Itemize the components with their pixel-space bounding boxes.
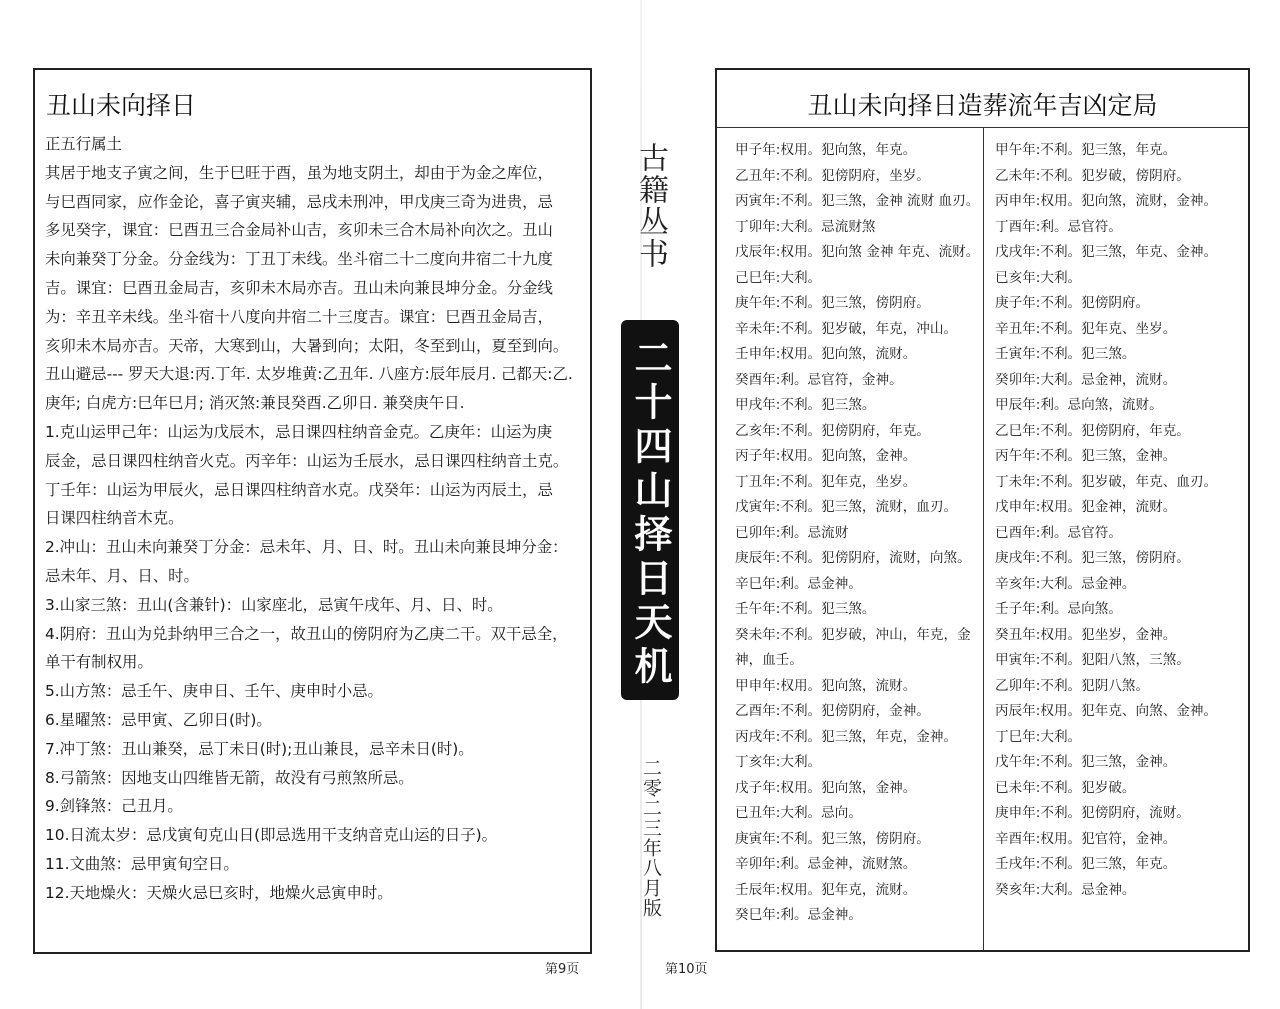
year-entry: 丁卯年:大利。忌流财煞 xyxy=(735,218,876,235)
year-entry: 乙卯年:不利。犯阴八煞。 xyxy=(995,677,1150,694)
year-entry: 甲子年:权用。犯向煞，年克。 xyxy=(735,142,917,158)
year-entry: 乙巳年:不利。犯傍阴府，年克。 xyxy=(995,422,1190,439)
year-entry: 戊午年:不利。犯三煞，金神。 xyxy=(995,754,1177,770)
year-entry: 庚戌年:不利。犯三煞，傍阴府。 xyxy=(995,550,1190,566)
year-entry: 癸亥年:大利。忌金神。 xyxy=(995,881,1136,898)
text-line: 庚年; 白虎方:巳年巳月; 消灭煞:兼艮癸酉.乙卯日. 兼癸庚午日. xyxy=(45,394,465,413)
year-entry: 已未年:不利。犯岁破。 xyxy=(995,779,1136,796)
text-line: 10.日流太岁：忌戊寅旬克山日(即忌选用干支纳音克山运的日子)。 xyxy=(45,826,498,845)
year-entry: 丁巳年:大利。 xyxy=(995,728,1082,745)
year-entry: 戊寅年:不利。犯三煞，流财，血刃。 xyxy=(735,499,958,515)
spine-series: 古籍丛书 xyxy=(633,142,668,270)
text-line: 日课四柱纳音木克。 xyxy=(45,509,184,528)
text-line: 8.弓箭煞：因地支山四维皆无箭，故没有弓煎煞所忌。 xyxy=(45,768,414,787)
year-entry: 丁亥年:大利。 xyxy=(735,754,822,770)
year-entry: 癸丑年:权用。犯坐岁，金神。 xyxy=(995,626,1177,643)
year-entry: 甲辰年:利。忌向煞，流财。 xyxy=(995,397,1163,413)
year-entry: 癸巳年:利。忌金神。 xyxy=(735,907,862,923)
year-column-right xyxy=(995,138,1217,903)
page-title: 丑山未向择日 xyxy=(46,91,197,120)
text-line: 2.冲山：丑山未向兼癸丁分金：忌未年、月、日、时。丑山未向兼艮坤分金： xyxy=(45,538,568,557)
year-entry: 辛酉年:权用。犯官符，金神。 xyxy=(995,830,1177,847)
text-line: 7.冲丁煞：丑山兼癸，忌丁未日(时);丑山兼艮，忌辛未日(时)。 xyxy=(45,739,474,758)
year-entry: 神，血壬。 xyxy=(735,652,803,668)
year-entry: 丁丑年:不利。犯年克，坐岁。 xyxy=(735,473,917,490)
year-entry: 已卯年:利。忌流财 xyxy=(735,524,849,541)
text-line: 11.文曲煞：忌甲寅旬空日。 xyxy=(45,854,239,873)
year-entry: 丁酉年:利。忌官符。 xyxy=(995,218,1122,235)
year-entry: 庚辰年:不利。犯傍阴府，流财，向煞。 xyxy=(735,550,971,566)
page-number: 第9页 xyxy=(545,962,580,977)
year-entry: 丁未年:不利。犯岁破，年克、血刃。 xyxy=(995,473,1218,490)
left-page-body xyxy=(45,130,573,908)
year-entry: 戊子年:权用。犯向煞，金神。 xyxy=(735,779,917,796)
year-entry: 癸酉年:利。忌官符，金神。 xyxy=(735,371,903,388)
text-line: 9.剑锋煞：己丑月。 xyxy=(45,797,183,816)
year-entry: 辛丑年:不利。犯年克、坐岁。 xyxy=(995,320,1177,337)
text-line: 丑山避忌--- 罗天大退:丙.丁年. 太岁堆黄:乙丑年. 八座方:辰年辰月. 己都天:乙. xyxy=(45,365,573,384)
text-line: 6.星曜煞：忌甲寅、乙卯日(时)。 xyxy=(45,710,272,729)
year-entry: 庚申年:不利。犯傍阴府，流财。 xyxy=(995,805,1190,821)
year-entry: 乙酉年:不利。犯傍阴府，金神。 xyxy=(735,703,930,719)
year-entry: 乙丑年:不利。犯傍阴府，坐岁。 xyxy=(735,167,930,184)
year-entry: 已丑年:大利。忌向。 xyxy=(735,805,862,821)
text-line: 与巳酉同家，应作金论，喜子寅夹辅，忌戌未刑冲，甲戊庚三奇为进贵，忌 xyxy=(45,192,553,211)
text-line: 其居于地支子寅之间，生于巳旺于酉，虽为地支阴土，却由于为金之库位， xyxy=(45,163,553,182)
right-page xyxy=(715,68,1250,952)
year-entry: 庚子年:不利。犯傍阴府。 xyxy=(995,295,1150,311)
text-line: 为：辛丑辛未线。坐斗宿十八度向井宿二十三度吉。课宜：巳酉丑金局吉， xyxy=(45,307,553,326)
text-line: 未向兼癸丁分金。分金线为：丁丑丁未线。坐斗宿二十二度向井宿二十九度 xyxy=(45,250,553,269)
text-line: 忌未年、月、日、时。 xyxy=(45,566,199,585)
year-entry: 癸未年:不利。犯岁破，冲山，年克，金 xyxy=(735,626,971,643)
year-column-left xyxy=(735,138,979,929)
text-line: 单干有制权用。 xyxy=(45,653,153,672)
text-line: 多见癸字，课宜：巳酉丑三合金局补山吉，亥卯未三合木局补向次之。丑山 xyxy=(45,221,553,240)
year-entry: 壬寅年:不利。犯三煞。 xyxy=(995,346,1136,362)
year-entry: 癸卯年:大利。忌金神，流财。 xyxy=(995,371,1177,388)
year-entry: 甲申年:权用。犯向煞，流财。 xyxy=(735,677,917,694)
column-divider xyxy=(983,128,984,950)
year-entry: 乙亥年:不利。犯傍阴府，年克。 xyxy=(735,422,930,439)
spine-book-title: 二十四山择日天机 xyxy=(621,320,679,700)
text-line: 1.克山运甲己年：山运为戊辰木，忌日课四柱纳音金克。乙庚年：山运为庚 xyxy=(45,422,553,441)
text-line: 4.阴府：丑山为兑卦纳甲三合之一，故丑山的傍阴府为乙庚二干。双干忌全， xyxy=(45,624,568,643)
year-entry: 己巳年:大利。 xyxy=(735,269,822,286)
year-entry: 甲午年:不利。犯三煞，年克。 xyxy=(995,142,1177,158)
year-entry: 庚寅年:不利。犯三煞，傍阴府。 xyxy=(735,830,930,847)
year-entry: 丙戌年:不利。犯三煞，年克，金神。 xyxy=(735,728,958,745)
year-entry: 戊辰年:权用。犯向煞 金神 年克、流财。 xyxy=(735,244,980,260)
year-entry: 壬申年:权用。犯向煞，流财。 xyxy=(735,346,917,362)
year-entry: 丙子年:权用。犯向煞，金神。 xyxy=(735,448,917,464)
year-entry: 戊戌年:不利。犯三煞，年克、金神。 xyxy=(995,244,1218,260)
year-entry: 丙午年:不利。犯三煞，金神。 xyxy=(995,448,1177,464)
text-line: 亥卯未木局亦吉。天帝，大寒到山，大暑到向；太阳，冬至到山，夏至到向。 xyxy=(45,336,569,355)
year-entry: 辛巳年:利。忌金神。 xyxy=(735,575,862,592)
year-entry: 辛亥年:大利。忌金神。 xyxy=(995,575,1136,592)
spine-edition: 二零二三年八月版 xyxy=(640,758,662,918)
year-entry: 丙寅年:不利。犯三煞，金神 流财 血刃。 xyxy=(735,193,980,209)
text-line: 5.山方煞：忌壬午、庚申日、壬午、庚申时小忌。 xyxy=(45,682,383,701)
year-entry: 壬辰年:权用。犯年克，流财。 xyxy=(735,881,917,898)
year-entry: 辛未年:不利。犯岁破，年克，冲山。 xyxy=(735,320,958,337)
year-entry: 辛卯年:利。忌金神，流财煞。 xyxy=(735,856,917,872)
year-entry: 已酉年:利。忌官符。 xyxy=(995,524,1122,541)
year-entry: 丙申年:权用。犯向煞，流财，金神。 xyxy=(995,193,1218,209)
year-entry: 已亥年:大利。 xyxy=(995,269,1082,286)
text-line: 3.山家三煞：丑山(含兼针)：山家座北，忌寅午戌年、月、日、时。 xyxy=(45,595,503,614)
year-entry: 壬戌年:不利。犯三煞，年克。 xyxy=(995,856,1177,872)
text-line: 正五行属土 xyxy=(45,135,122,153)
page-number: 第10页 xyxy=(665,962,708,977)
text-line: 吉。课宜：巳酉丑金局吉，亥卯未木局亦吉。丑山未向兼艮坤分金。分金线 xyxy=(45,278,553,297)
year-entry: 戊申年:权用。犯金神，流财。 xyxy=(995,499,1177,515)
year-entry: 壬午年:不利。犯三煞。 xyxy=(735,601,876,617)
year-entry: 壬子年:利。忌向煞。 xyxy=(995,601,1122,617)
year-entry: 甲寅年:不利。犯阳八煞，三煞。 xyxy=(995,652,1190,668)
table-title: 丑山未向择日造葬流年吉凶定局 xyxy=(807,91,1158,120)
year-entry: 丙辰年:权用。犯年克、向煞、金神。 xyxy=(995,703,1218,719)
year-entry: 庚午年:不利。犯三煞，傍阴府。 xyxy=(735,295,930,311)
year-entry: 乙未年:不利。犯岁破，傍阴府。 xyxy=(995,167,1190,184)
text-line: 丁壬年：山运为甲辰火，忌日课四柱纳音水克。戊癸年：山运为丙辰土，忌 xyxy=(45,480,553,499)
text-line: 辰金，忌日课四柱纳音火克。丙辛年：山运为壬辰水，忌日课四柱纳音土克。 xyxy=(45,451,569,470)
year-entry: 甲戌年:不利。犯三煞。 xyxy=(735,397,876,413)
text-line: 12.天地燥火：天燥火忌巳亥时，地燥火忌寅申时。 xyxy=(45,883,393,902)
left-page xyxy=(33,68,592,954)
